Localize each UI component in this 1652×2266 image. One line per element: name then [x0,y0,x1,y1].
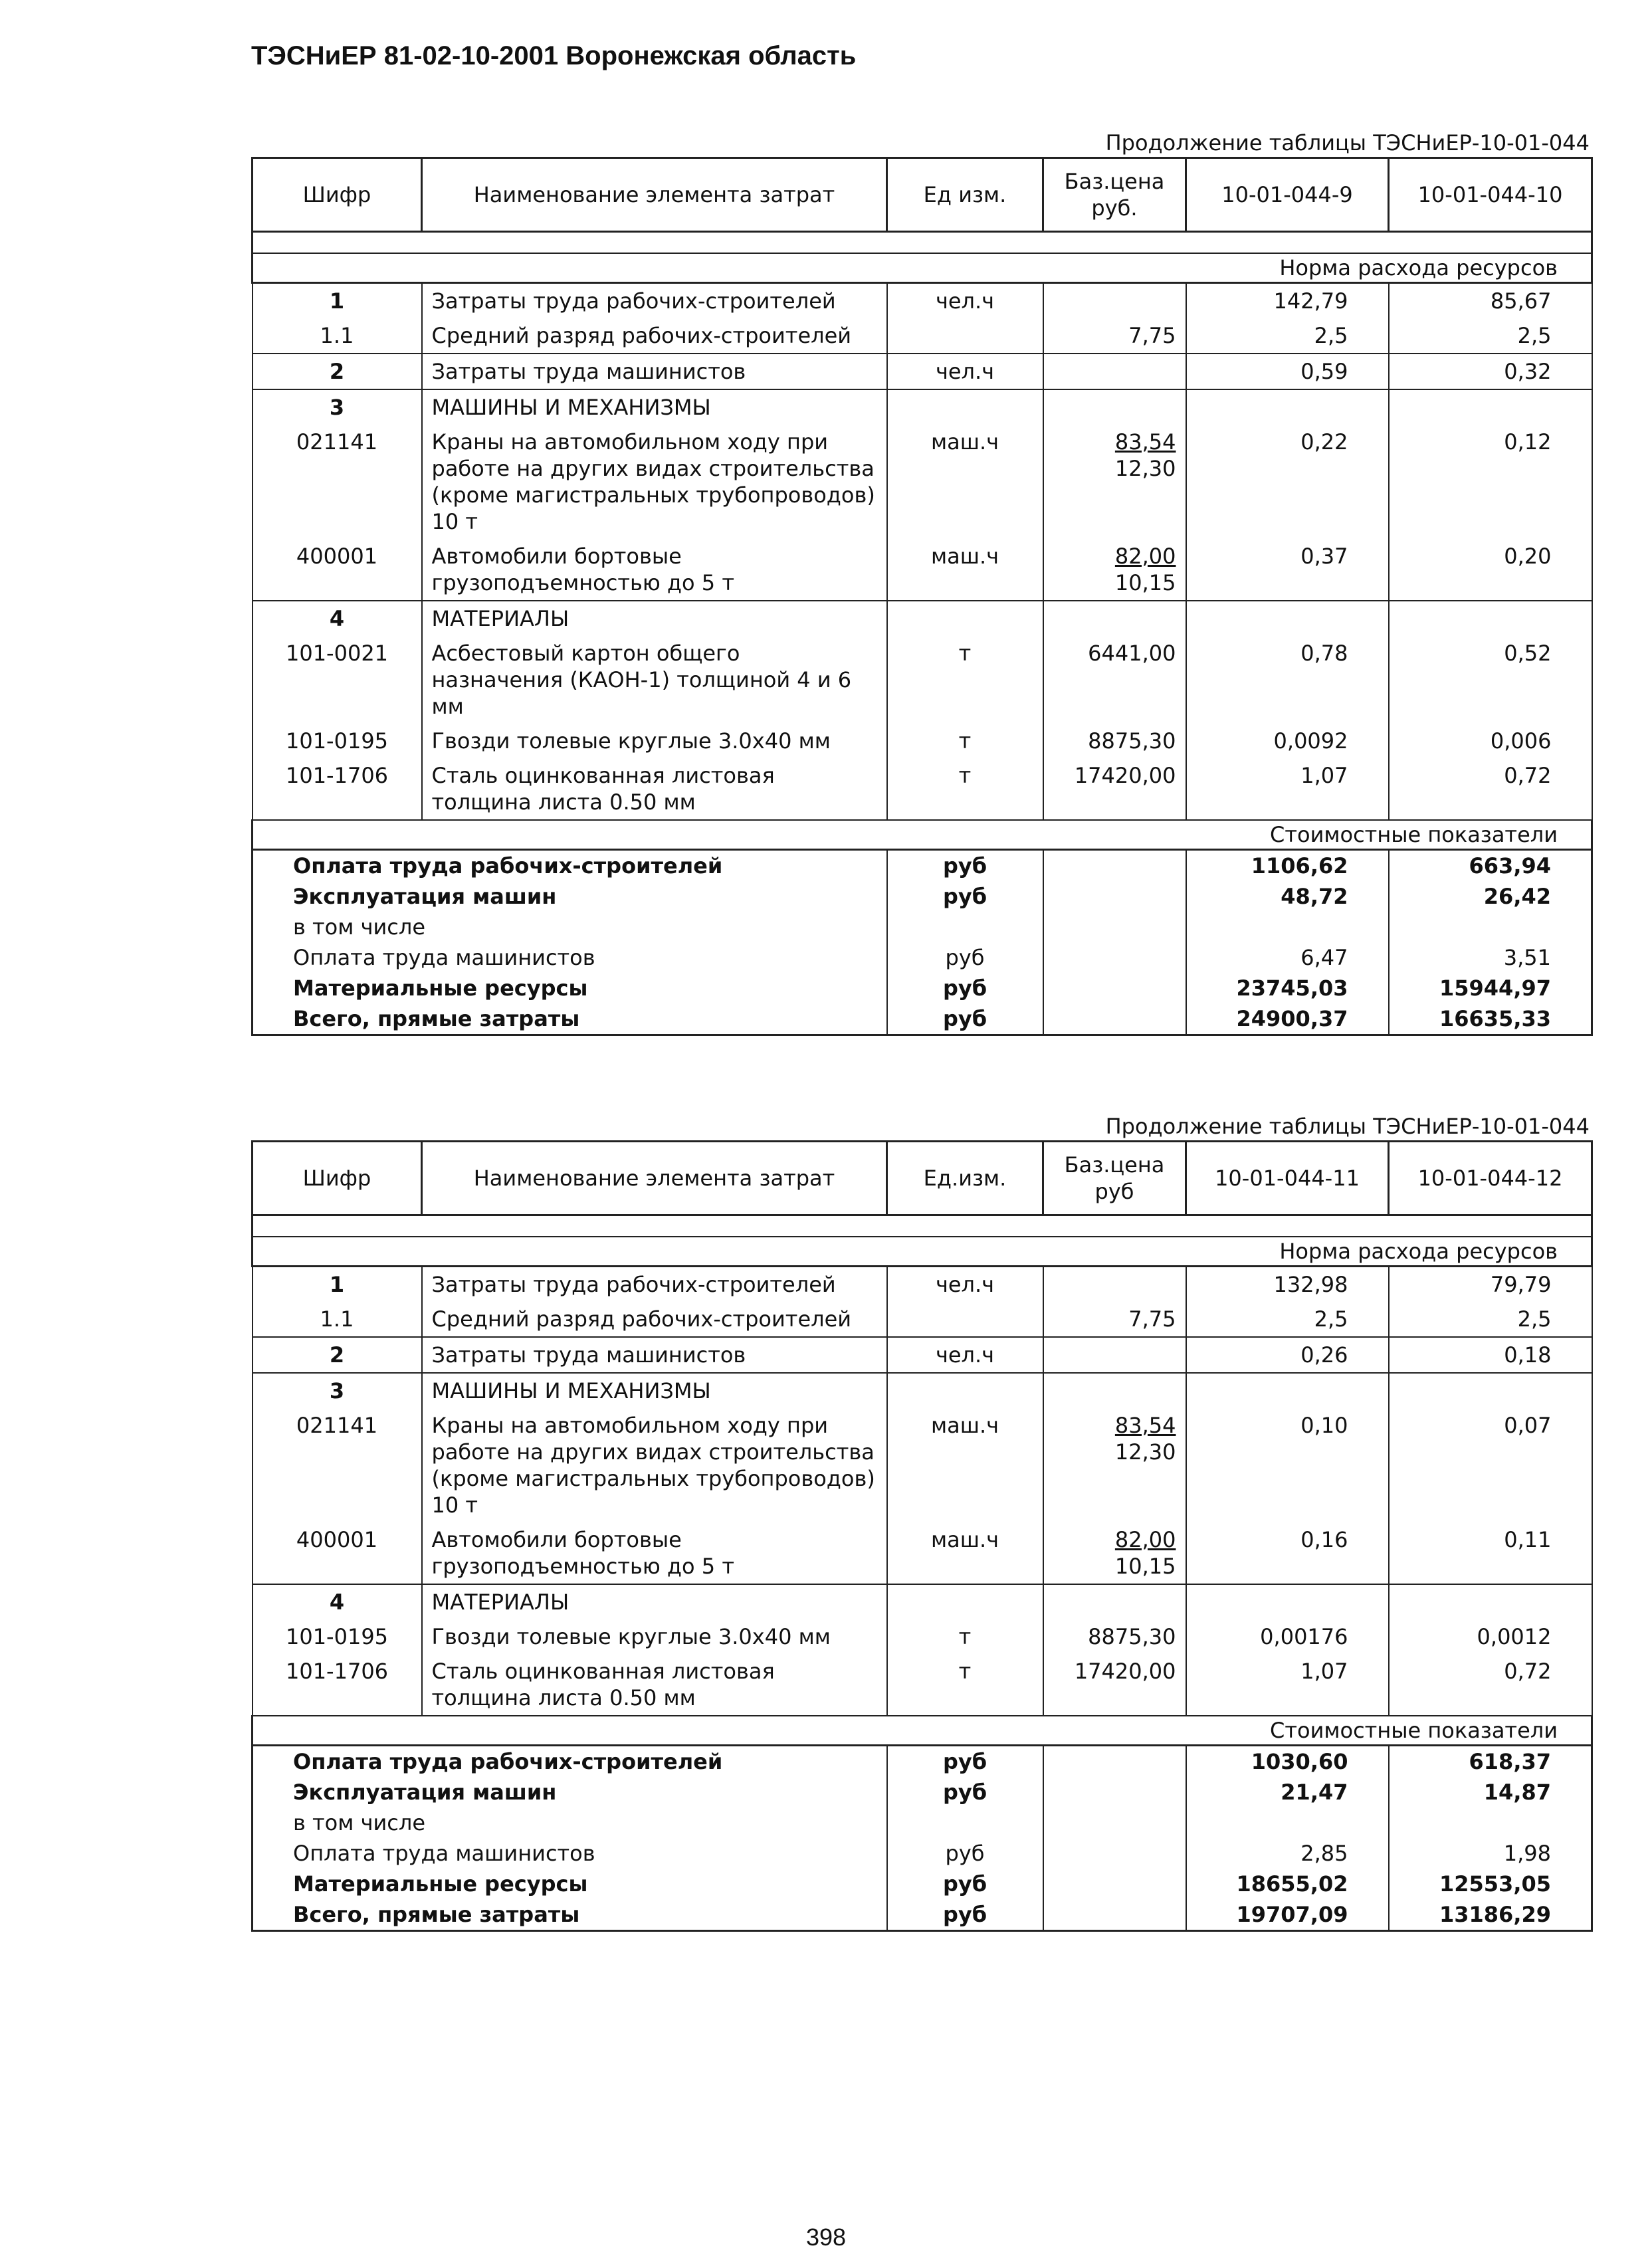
summary-value-2: 12553,05 [1389,1869,1592,1899]
summary-label: Эксплуатация машин [253,881,887,912]
cost-section-label: Стоимостные показатели [253,1716,1592,1746]
row-code: 101-1706 [253,1654,422,1716]
column-header-unit: Ед изм. [887,158,1043,232]
row-value-1: 2,5 [1186,1302,1389,1337]
row-name: Средний разряд рабочих-строителей [422,1302,887,1337]
row-value-1: 0,37 [1186,539,1389,601]
summary-label: Материальные ресурсы [253,1869,887,1899]
table-row [253,1522,1592,1584]
row-price: 7,75 [1043,318,1186,354]
row-name: Асбестовый картон общего назначения (КАОН-1) толщиной 4 и 6 мм [422,636,887,724]
row-code: 2 [253,354,422,389]
table-row [253,1337,1592,1373]
page-number: 398 [805,2223,847,2251]
summary-row [253,1838,1592,1869]
section-row [253,1584,1592,1619]
summary-value-1: 19707,09 [1186,1899,1389,1931]
resource-table-2 [251,1140,1593,1932]
summary-label: Всего, прямые затраты [253,1003,887,1035]
table-row [253,283,1592,319]
summary-value-2: 663,94 [1389,850,1592,882]
row-value-1: 132,98 [1186,1267,1389,1302]
row-price [1043,1408,1186,1522]
summary-label: Всего, прямые затраты [253,1899,887,1931]
row-unit: т [887,758,1043,820]
cost-section-label: Стоимостные показатели [253,820,1592,850]
summary-value-1: 24900,37 [1186,1003,1389,1035]
row-name: Гвозди толевые круглые 3.0х40 мм [422,724,887,758]
summary-value-1: 21,47 [1186,1777,1389,1807]
table-row [253,539,1592,601]
summary-value-1: 18655,02 [1186,1869,1389,1899]
summary-unit: руб [887,973,1043,1003]
summary-row [253,973,1592,1003]
summary-value-1: 2,85 [1186,1838,1389,1869]
row-unit: маш.ч [887,539,1043,601]
spacer [253,232,1592,254]
norms-section-label: Норма расхода ресурсов [253,253,1592,283]
table-row [253,1408,1592,1522]
summary-value-2: 16635,33 [1389,1003,1592,1035]
row-price [1043,1522,1186,1584]
section-code: 4 [253,1584,422,1619]
section-title: МАТЕРИАЛЫ [422,1584,887,1619]
summary-unit: руб [887,1777,1043,1807]
row-unit: т [887,1619,1043,1654]
row-unit: т [887,636,1043,724]
row-code: 101-0021 [253,636,422,724]
row-value-1: 0,10 [1186,1408,1389,1522]
row-name: Гвозди толевые круглые 3.0х40 мм [422,1619,887,1654]
summary-row [253,1899,1592,1931]
summary-row [253,1869,1592,1899]
summary-value-2: 26,42 [1389,881,1592,912]
price-wage: 12,30 [1114,456,1176,481]
summary-value-2: 618,37 [1389,1746,1592,1778]
norms-section-label: Норма расхода ресурсов [253,1237,1592,1267]
row-price [1043,354,1186,389]
row-unit: чел.ч [887,354,1043,389]
row-code: 1.1 [253,318,422,354]
row-value-1: 2,5 [1186,318,1389,354]
row-value-1: 0,78 [1186,636,1389,724]
summary-unit: руб [887,850,1043,882]
summary-label: Оплата труда рабочих-строителей [253,1746,887,1778]
row-name: Затраты труда рабочих-строителей [422,283,887,319]
row-name: Краны на автомобильном ходу при работе на других видах строительства (кроме магистральных трубопроводов) 10 т [422,425,887,539]
row-unit: чел.ч [887,283,1043,319]
row-unit: чел.ч [887,1337,1043,1373]
row-unit: маш.ч [887,1522,1043,1584]
column-header-variant-1: 10-01-044-9 [1186,158,1389,232]
table-row [253,636,1592,724]
column-header-price: Баз.цена руб [1043,1142,1186,1215]
table-row [253,1619,1592,1654]
row-value-2: 0,11 [1389,1522,1592,1584]
summary-value-2: 14,87 [1389,1777,1592,1807]
table-row [253,425,1592,539]
row-price [1043,283,1186,319]
row-unit: чел.ч [887,1267,1043,1302]
row-value-2: 2,5 [1389,318,1592,354]
section-code: 3 [253,389,422,425]
price-machine: 82,00 [1114,1527,1176,1552]
row-value-2: 0,20 [1389,539,1592,601]
row-value-2: 0,72 [1389,1654,1592,1716]
summary-row [253,850,1592,882]
section-code: 4 [253,601,422,636]
summary-unit: руб [887,1003,1043,1035]
row-value-2: 85,67 [1389,283,1592,319]
summary-row [253,1777,1592,1807]
row-unit: т [887,1654,1043,1716]
column-header-name: Наименование элемента затрат [422,1142,887,1215]
row-value-1: 0,22 [1186,425,1389,539]
table-row [253,318,1592,354]
table-row [253,354,1592,389]
row-price: 8875,30 [1043,724,1186,758]
row-price [1043,539,1186,601]
row-code: 101-0195 [253,724,422,758]
row-name: Сталь оцинкованная листовая толщина листа 0.50 мм [422,1654,887,1716]
row-name: Затраты труда рабочих-строителей [422,1267,887,1302]
summary-row [253,1746,1592,1778]
summary-value-2: 15944,97 [1389,973,1592,1003]
row-price: 17420,00 [1043,758,1186,820]
row-value-2: 0,07 [1389,1408,1592,1522]
summary-value-1: 1106,62 [1186,850,1389,882]
row-code: 1 [253,283,422,319]
row-price [1043,1267,1186,1302]
row-value-2: 0,32 [1389,354,1592,389]
row-price: 17420,00 [1043,1654,1186,1716]
row-code: 021141 [253,425,422,539]
row-value-2: 0,72 [1389,758,1592,820]
row-value-2: 0,006 [1389,724,1592,758]
summary-label: в том числе [253,912,887,942]
row-value-1: 0,16 [1186,1522,1389,1584]
row-value-1: 0,0092 [1186,724,1389,758]
summary-value-2: 1,98 [1389,1838,1592,1869]
summary-value-1: 23745,03 [1186,973,1389,1003]
row-name: Затраты труда машинистов [422,1337,887,1373]
summary-label: Оплата труда машинистов [253,1838,887,1869]
row-value-2: 0,52 [1389,636,1592,724]
row-value-2: 0,0012 [1389,1619,1592,1654]
summary-unit: руб [887,1869,1043,1899]
section-title: МАШИНЫ И МЕХАНИЗМЫ [422,1373,887,1408]
row-code: 1.1 [253,1302,422,1337]
row-code: 400001 [253,539,422,601]
summary-label: Оплата труда машинистов [253,942,887,973]
summary-unit: руб [887,1746,1043,1778]
column-header-variant-2: 10-01-044-10 [1389,158,1592,232]
price-wage: 10,15 [1114,570,1176,595]
resource-table-1 [251,157,1593,1036]
table-header-row [253,158,1592,232]
row-name: Автомобили бортовые грузоподъемностью до 5 т [422,539,887,601]
summary-row [253,881,1592,912]
column-header-code: Шифр [253,1142,422,1215]
summary-unit: руб [887,1838,1043,1869]
row-name: Краны на автомобильном ходу при работе на других видах строительства (кроме магистральных трубопроводов) 10 т [422,1408,887,1522]
table-row [253,1302,1592,1337]
section-title: МАТЕРИАЛЫ [422,601,887,636]
price-machine: 83,54 [1114,1413,1176,1438]
summary-label: в том числе [253,1807,887,1838]
summary-value-1: 6,47 [1186,942,1389,973]
row-code: 101-0195 [253,1619,422,1654]
column-header-variant-2: 10-01-044-12 [1389,1142,1592,1215]
row-unit: маш.ч [887,425,1043,539]
summary-label: Материальные ресурсы [253,973,887,1003]
table-continuation-caption: Продолжение таблицы ТЭСНиЕР-10-01-044 [1105,130,1590,155]
row-code: 101-1706 [253,758,422,820]
summary-unit: руб [887,881,1043,912]
section-row [253,1373,1592,1408]
row-unit: маш.ч [887,1408,1043,1522]
summary-row [253,942,1592,973]
table-row [253,1267,1592,1302]
table-row [253,758,1592,820]
table-row [253,724,1592,758]
row-name: Затраты труда машинистов [422,354,887,389]
spacer [253,1215,1592,1237]
column-header-price: Баз.цена руб. [1043,158,1186,232]
row-name: Автомобили бортовые грузоподъемностью до 5 т [422,1522,887,1584]
table-header-row [253,1142,1592,1215]
summary-value-1: 1030,60 [1186,1746,1389,1778]
row-price: 7,75 [1043,1302,1186,1337]
row-value-1: 142,79 [1186,283,1389,319]
summary-value-2: 3,51 [1389,942,1592,973]
row-value-1: 1,07 [1186,758,1389,820]
row-price [1043,1337,1186,1373]
price-wage: 10,15 [1114,1554,1176,1579]
column-header-code: Шифр [253,158,422,232]
row-code: 1 [253,1267,422,1302]
summary-unit: руб [887,942,1043,973]
summary-row [253,1003,1592,1035]
section-code: 3 [253,1373,422,1408]
summary-value-2: 13186,29 [1389,1899,1592,1931]
row-price [1043,425,1186,539]
summary-value-1: 48,72 [1186,881,1389,912]
row-value-2: 0,18 [1389,1337,1592,1373]
row-unit [887,318,1043,354]
row-value-2: 79,79 [1389,1267,1592,1302]
row-code: 2 [253,1337,422,1373]
row-value-2: 2,5 [1389,1302,1592,1337]
summary-row [253,1807,1592,1838]
row-value-1: 0,26 [1186,1337,1389,1373]
row-price: 8875,30 [1043,1619,1186,1654]
row-name: Средний разряд рабочих-строителей [422,318,887,354]
row-unit [887,1302,1043,1337]
section-title: МАШИНЫ И МЕХАНИЗМЫ [422,389,887,425]
table-continuation-caption: Продолжение таблицы ТЭСНиЕР-10-01-044 [1105,1114,1590,1139]
page-title: ТЭСНиЕР 81-02-10-2001 Воронежская область [251,41,857,70]
section-row [253,389,1592,425]
summary-unit: руб [887,1899,1043,1931]
row-unit: т [887,724,1043,758]
row-code: 400001 [253,1522,422,1584]
row-name: Сталь оцинкованная листовая толщина листа 0.50 мм [422,758,887,820]
summary-label: Оплата труда рабочих-строителей [253,850,887,882]
row-value-1: 1,07 [1186,1654,1389,1716]
table-row [253,1654,1592,1716]
column-header-variant-1: 10-01-044-11 [1186,1142,1389,1215]
row-value-2: 0,12 [1389,425,1592,539]
column-header-unit: Ед.изм. [887,1142,1043,1215]
summary-label: Эксплуатация машин [253,1777,887,1807]
summary-row [253,912,1592,942]
column-header-name: Наименование элемента затрат [422,158,887,232]
price-machine: 82,00 [1114,544,1176,569]
section-row [253,601,1592,636]
row-value-1: 0,00176 [1186,1619,1389,1654]
price-wage: 12,30 [1114,1439,1176,1465]
price-machine: 83,54 [1114,429,1176,455]
row-code: 021141 [253,1408,422,1522]
row-price: 6441,00 [1043,636,1186,724]
row-value-1: 0,59 [1186,354,1389,389]
